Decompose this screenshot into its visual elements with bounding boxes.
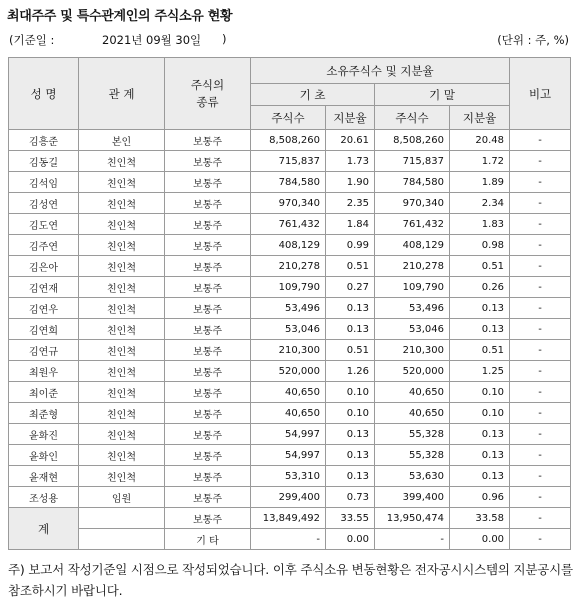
start-shares: 970,340 bbox=[251, 193, 326, 214]
stock-kind: 보통주 bbox=[165, 256, 251, 277]
relation: 친인척 bbox=[79, 193, 165, 214]
stock-kind: 보통주 bbox=[165, 172, 251, 193]
start-ratio: 0.51 bbox=[326, 256, 375, 277]
shareholder-name: 최원우 bbox=[9, 361, 79, 382]
relation: 친인척 bbox=[79, 172, 165, 193]
stock-kind: 보통주 bbox=[165, 151, 251, 172]
start-ratio: 0.13 bbox=[326, 298, 375, 319]
end-ratio: 1.25 bbox=[450, 361, 510, 382]
end-ratio: 20.48 bbox=[450, 130, 510, 151]
shareholder-name: 윤화진 bbox=[9, 424, 79, 445]
table-row bbox=[9, 277, 571, 298]
stock-kind: 보통주 bbox=[165, 193, 251, 214]
shareholder-rows bbox=[9, 130, 571, 508]
table-row bbox=[9, 130, 571, 151]
end-ratio: 0.10 bbox=[450, 403, 510, 424]
table-row bbox=[9, 382, 571, 403]
total-end-ratio: 0.00 bbox=[450, 529, 510, 550]
note: - bbox=[510, 277, 571, 298]
stock-kind: 보통주 bbox=[165, 277, 251, 298]
stock-kind: 보통주 bbox=[165, 340, 251, 361]
total-empty-cell bbox=[79, 529, 165, 550]
table-row bbox=[9, 172, 571, 193]
total-label: 계 bbox=[9, 508, 79, 550]
relation: 친인척 bbox=[79, 235, 165, 256]
page-title: 최대주주 및 특수관계인의 주식소유 현황 bbox=[7, 9, 233, 24]
stock-kind: 보통주 bbox=[165, 445, 251, 466]
table-row bbox=[9, 424, 571, 445]
relation: 친인척 bbox=[79, 256, 165, 277]
relation: 친인척 bbox=[79, 214, 165, 235]
relation: 친인척 bbox=[79, 466, 165, 487]
end-ratio: 0.98 bbox=[450, 235, 510, 256]
note: - bbox=[510, 424, 571, 445]
total-rows bbox=[9, 508, 571, 550]
note: - bbox=[510, 319, 571, 340]
start-shares: 40,650 bbox=[251, 403, 326, 424]
end-ratio: 0.10 bbox=[450, 382, 510, 403]
end-shares: 970,340 bbox=[375, 193, 450, 214]
shareholder-name: 김동길 bbox=[9, 151, 79, 172]
end-shares: 53,496 bbox=[375, 298, 450, 319]
stock-kind: 보통주 bbox=[165, 235, 251, 256]
start-shares: 53,046 bbox=[251, 319, 326, 340]
table-row bbox=[9, 193, 571, 214]
end-ratio: 1.83 bbox=[450, 214, 510, 235]
shareholder-name: 김도연 bbox=[9, 214, 79, 235]
start-shares: 299,400 bbox=[251, 487, 326, 508]
shareholder-name: 최준형 bbox=[9, 403, 79, 424]
table-row bbox=[9, 466, 571, 487]
start-ratio: 0.27 bbox=[326, 277, 375, 298]
start-ratio: 0.13 bbox=[326, 466, 375, 487]
relation: 친인척 bbox=[79, 445, 165, 466]
note: - bbox=[510, 403, 571, 424]
shareholder-name: 김성연 bbox=[9, 193, 79, 214]
total-start-shares: 13,849,492 bbox=[251, 508, 326, 529]
shareholder-name: 최이준 bbox=[9, 382, 79, 403]
shareholder-name: 김연우 bbox=[9, 298, 79, 319]
note: - bbox=[510, 466, 571, 487]
shareholder-name: 김은아 bbox=[9, 256, 79, 277]
table-row bbox=[9, 235, 571, 256]
start-shares: 54,997 bbox=[251, 424, 326, 445]
base-date-close: ) bbox=[222, 32, 227, 46]
end-ratio: 2.34 bbox=[450, 193, 510, 214]
start-shares: 53,310 bbox=[251, 466, 326, 487]
relation: 친인척 bbox=[79, 361, 165, 382]
end-ratio: 0.51 bbox=[450, 340, 510, 361]
start-shares: 520,000 bbox=[251, 361, 326, 382]
end-shares: 399,400 bbox=[375, 487, 450, 508]
table-row bbox=[9, 487, 571, 508]
note: - bbox=[510, 361, 571, 382]
total-start-shares: - bbox=[251, 529, 326, 550]
end-shares: 761,432 bbox=[375, 214, 450, 235]
shareholder-name: 김석임 bbox=[9, 172, 79, 193]
start-shares: 8,508,260 bbox=[251, 130, 326, 151]
start-ratio: 0.73 bbox=[326, 487, 375, 508]
note: - bbox=[510, 151, 571, 172]
total-end-shares: 13,950,474 bbox=[375, 508, 450, 529]
note: - bbox=[510, 172, 571, 193]
end-shares: 40,650 bbox=[375, 382, 450, 403]
end-shares: 55,328 bbox=[375, 445, 450, 466]
total-note: - bbox=[510, 508, 571, 529]
relation: 친인척 bbox=[79, 403, 165, 424]
unit-label: (단위 : 주, %) bbox=[497, 33, 569, 47]
stock-kind: 보통주 bbox=[165, 214, 251, 235]
note: - bbox=[510, 256, 571, 277]
start-ratio: 1.84 bbox=[326, 214, 375, 235]
note: - bbox=[510, 487, 571, 508]
header-name: 성 명 bbox=[9, 58, 79, 130]
start-ratio: 1.73 bbox=[326, 151, 375, 172]
note: - bbox=[510, 193, 571, 214]
start-ratio: 1.90 bbox=[326, 172, 375, 193]
header-start-ratio: 지분율 bbox=[326, 106, 375, 130]
start-ratio: 0.51 bbox=[326, 340, 375, 361]
relation: 친인척 bbox=[79, 340, 165, 361]
header-end-shares: 주식수 bbox=[375, 106, 450, 130]
start-shares: 40,650 bbox=[251, 382, 326, 403]
note: - bbox=[510, 214, 571, 235]
table-row bbox=[9, 403, 571, 424]
shareholder-name: 김연규 bbox=[9, 340, 79, 361]
header-start-shares: 주식수 bbox=[251, 106, 326, 130]
end-ratio: 1.72 bbox=[450, 151, 510, 172]
footnote: 주) 보고서 작성기준일 시점으로 작성되었습니다. 이후 주식소유 변동현황은 전자공시시스템의 지분공시를 참조하시기 바랍니다. bbox=[8, 562, 573, 598]
end-ratio: 1.89 bbox=[450, 172, 510, 193]
stock-kind: 보통주 bbox=[165, 130, 251, 151]
end-shares: 210,278 bbox=[375, 256, 450, 277]
start-shares: 210,278 bbox=[251, 256, 326, 277]
base-date-value: 2021년 09월 30일 bbox=[102, 33, 202, 47]
header-period-start: 기 초 bbox=[251, 84, 375, 106]
end-ratio: 0.13 bbox=[450, 445, 510, 466]
base-date-label: (기준일 : bbox=[9, 33, 55, 47]
table-row bbox=[9, 340, 571, 361]
shareholding-table bbox=[8, 57, 571, 550]
end-ratio: 0.96 bbox=[450, 487, 510, 508]
end-shares: 784,580 bbox=[375, 172, 450, 193]
stock-kind: 보통주 bbox=[165, 298, 251, 319]
end-shares: 109,790 bbox=[375, 277, 450, 298]
header-kind: 주식의 종류 bbox=[165, 58, 251, 130]
start-ratio: 0.13 bbox=[326, 424, 375, 445]
table-row bbox=[9, 445, 571, 466]
shareholder-name: 조성용 bbox=[9, 487, 79, 508]
end-shares: 55,328 bbox=[375, 424, 450, 445]
end-shares: 408,129 bbox=[375, 235, 450, 256]
stock-kind: 보통주 bbox=[165, 319, 251, 340]
total-kind: 기 타 bbox=[165, 529, 251, 550]
stock-kind: 보통주 bbox=[165, 424, 251, 445]
stock-kind: 보통주 bbox=[165, 487, 251, 508]
end-shares: 53,630 bbox=[375, 466, 450, 487]
shareholder-name: 김연재 bbox=[9, 277, 79, 298]
end-ratio: 0.26 bbox=[450, 277, 510, 298]
stock-kind: 보통주 bbox=[165, 466, 251, 487]
start-shares: 408,129 bbox=[251, 235, 326, 256]
start-ratio: 0.10 bbox=[326, 403, 375, 424]
table-row bbox=[9, 214, 571, 235]
note: - bbox=[510, 235, 571, 256]
table-row bbox=[9, 256, 571, 277]
end-shares: 8,508,260 bbox=[375, 130, 450, 151]
shareholder-name: 윤화인 bbox=[9, 445, 79, 466]
table-row bbox=[9, 361, 571, 382]
end-ratio: 0.13 bbox=[450, 466, 510, 487]
header-end-ratio: 지분율 bbox=[450, 106, 510, 130]
table-row bbox=[9, 319, 571, 340]
header-note: 비고 bbox=[510, 58, 571, 130]
start-ratio: 0.13 bbox=[326, 445, 375, 466]
end-ratio: 0.13 bbox=[450, 319, 510, 340]
base-date-line bbox=[0, 32, 578, 48]
total-row-other bbox=[9, 529, 571, 550]
start-ratio: 0.99 bbox=[326, 235, 375, 256]
end-shares: 53,046 bbox=[375, 319, 450, 340]
header-period-end: 기 말 bbox=[375, 84, 510, 106]
start-ratio: 20.61 bbox=[326, 130, 375, 151]
end-shares: 715,837 bbox=[375, 151, 450, 172]
total-start-ratio: 0.00 bbox=[326, 529, 375, 550]
table-row bbox=[9, 151, 571, 172]
total-end-shares: - bbox=[375, 529, 450, 550]
note: - bbox=[510, 445, 571, 466]
start-shares: 210,300 bbox=[251, 340, 326, 361]
shareholder-name: 김주연 bbox=[9, 235, 79, 256]
start-shares: 109,790 bbox=[251, 277, 326, 298]
end-ratio: 0.51 bbox=[450, 256, 510, 277]
end-shares: 520,000 bbox=[375, 361, 450, 382]
total-note: - bbox=[510, 529, 571, 550]
total-start-ratio: 33.55 bbox=[326, 508, 375, 529]
note: - bbox=[510, 130, 571, 151]
relation: 친인척 bbox=[79, 382, 165, 403]
start-shares: 761,432 bbox=[251, 214, 326, 235]
relation: 친인척 bbox=[79, 424, 165, 445]
shareholder-name: 김흥준 bbox=[9, 130, 79, 151]
shareholder-name: 김연희 bbox=[9, 319, 79, 340]
relation: 친인척 bbox=[79, 151, 165, 172]
total-empty-cell bbox=[79, 508, 165, 529]
start-ratio: 0.13 bbox=[326, 319, 375, 340]
end-ratio: 0.13 bbox=[450, 424, 510, 445]
start-ratio: 2.35 bbox=[326, 193, 375, 214]
relation: 본인 bbox=[79, 130, 165, 151]
shareholder-name: 윤재현 bbox=[9, 466, 79, 487]
note: - bbox=[510, 340, 571, 361]
total-kind: 보통주 bbox=[165, 508, 251, 529]
start-shares: 784,580 bbox=[251, 172, 326, 193]
relation: 친인척 bbox=[79, 319, 165, 340]
table-row bbox=[9, 298, 571, 319]
total-end-ratio: 33.58 bbox=[450, 508, 510, 529]
start-ratio: 1.26 bbox=[326, 361, 375, 382]
end-ratio: 0.13 bbox=[450, 298, 510, 319]
header-holdings-group: 소유주식수 및 지분율 bbox=[251, 58, 510, 84]
stock-kind: 보통주 bbox=[165, 382, 251, 403]
header-relation: 관 계 bbox=[79, 58, 165, 130]
relation: 친인척 bbox=[79, 298, 165, 319]
note: - bbox=[510, 382, 571, 403]
stock-kind: 보통주 bbox=[165, 403, 251, 424]
total-row-common bbox=[9, 508, 571, 529]
start-shares: 54,997 bbox=[251, 445, 326, 466]
relation: 친인척 bbox=[79, 277, 165, 298]
end-shares: 210,300 bbox=[375, 340, 450, 361]
start-ratio: 0.10 bbox=[326, 382, 375, 403]
relation: 임원 bbox=[79, 487, 165, 508]
stock-kind: 보통주 bbox=[165, 361, 251, 382]
start-shares: 53,496 bbox=[251, 298, 326, 319]
note: - bbox=[510, 298, 571, 319]
start-shares: 715,837 bbox=[251, 151, 326, 172]
end-shares: 40,650 bbox=[375, 403, 450, 424]
